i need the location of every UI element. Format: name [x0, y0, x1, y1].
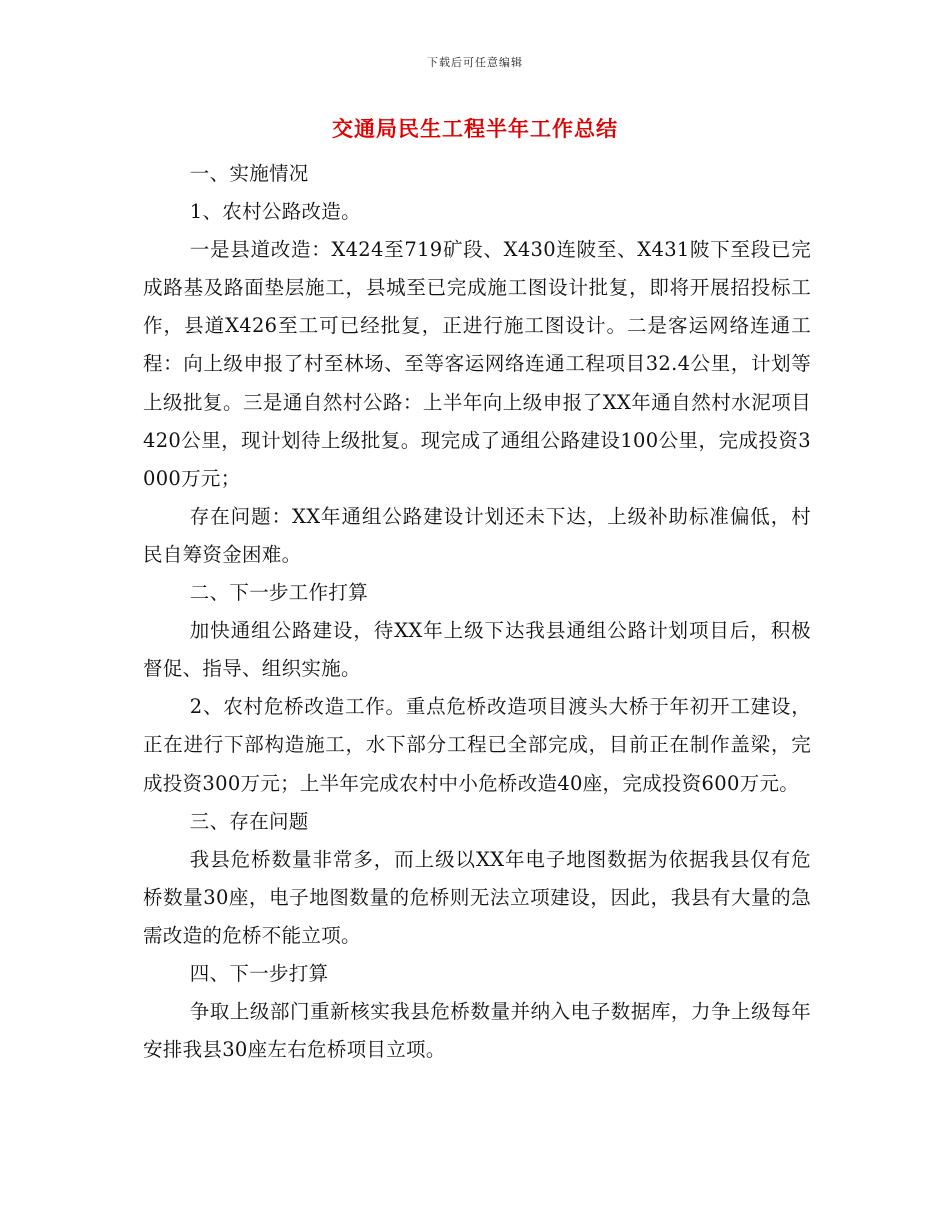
paragraph-road-progress: 一是县道改造：X424至719矿段、X430连陂至、X431陂下至段已完成路基及路面垫层施工，县城至已完成施工图设计批复，即将开展招投标工作，县道X426至工可已经批复，正进行施工图设计。二是客运网络连通工程：向上级申报了村至林场、至等客运网络连通工程项目32.4公里，计划等上级批复。三是通自然村公路：上半年向上级申报了XX年通自然村水泥项目420公里，现计划待上级批复。现完成了通组公路建设100公里，完成投资3000万元； — [143, 238, 811, 490]
paragraph-bridge-plan: 争取上级部门重新核实我县危桥数量并纳入电子数据库，力争上级每年安排我县30座左右危桥项目立项。 — [143, 1000, 811, 1062]
paragraph-road-plan: 加快通组公路建设，待XX年上级下达我县通组公路计划项目后，积极督促、指导、组织实施。 — [143, 619, 811, 681]
section-heading-next-steps: 二、下一步工作打算 — [189, 581, 368, 605]
paragraph-road-issues: 存在问题：XX年通组公路建设计划还未下达，上级补助标准偏低，村民自筹资金困难。 — [143, 504, 811, 566]
paragraph-bridge-issues: 我县危桥数量非常多，而上级以XX年电子地图数据为依据我县仅有危桥数量30座，电子地图数量的危桥则无法立项建设，因此，我县有大量的急需改造的危桥不能立项。 — [143, 847, 811, 947]
document-body — [143, 155, 811, 1069]
section-heading-issues: 三、存在问题 — [189, 809, 309, 833]
paragraph-bridge-progress: 2、农村危桥改造工作。重点危桥改造项目渡头大桥于年初开工建设，正在进行下部构造施工，水下部分工程已全部完成，目前正在制作盖梁，完成投资300万元；上半年完成农村中小危桥改造40座，完成投资600万元。 — [143, 695, 811, 795]
document-title: 交通局民生工程半年工作总结 — [332, 116, 618, 141]
header-note: 下载后可任意编辑 — [427, 56, 523, 69]
section-heading-next-plan: 四、下一步打算 — [189, 961, 329, 985]
subsection-rural-roads: 1、农村公路改造。 — [189, 200, 361, 224]
section-heading-implementation: 一、实施情况 — [189, 162, 309, 185]
